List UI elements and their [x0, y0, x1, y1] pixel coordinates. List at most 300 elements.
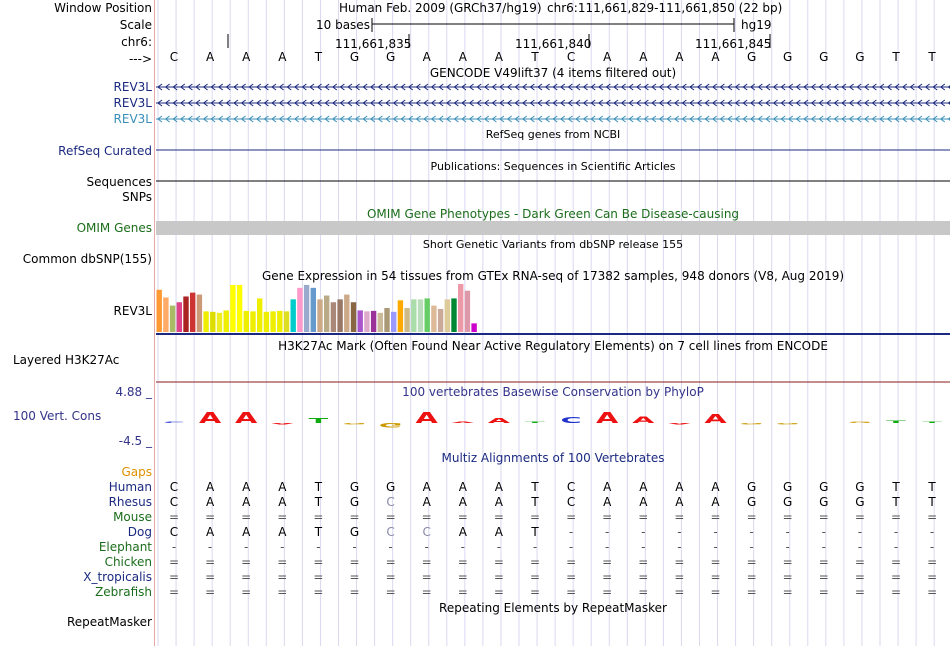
sequence-base: T	[531, 50, 539, 64]
alignment-base: G	[349, 480, 360, 494]
gtex-bar	[183, 296, 188, 332]
gtex-bar	[317, 299, 322, 332]
coord-label: 111,661,840	[515, 37, 592, 51]
alignment-base: -	[605, 525, 610, 539]
alignment-base: =	[602, 570, 613, 584]
alignment-base: G	[783, 480, 793, 494]
strand-arrow-label: --->	[128, 52, 152, 66]
phylop-letter: A	[596, 409, 619, 427]
species-label-human: Human	[108, 480, 152, 494]
alignment-base: -	[568, 540, 574, 554]
tracks-drawing	[156, 0, 950, 646]
gtex-bar	[351, 302, 356, 332]
gtex-bar	[418, 299, 423, 332]
alignment-base: =	[277, 555, 288, 569]
species-label-dog: Dog	[127, 525, 152, 539]
alignment-base: -	[785, 540, 790, 554]
species-label-rhesus: Rhesus	[108, 495, 152, 509]
alignment-base: -	[749, 540, 754, 554]
gtex-bar	[438, 309, 443, 332]
alignment-base: T	[928, 495, 936, 509]
gtex-bar	[163, 297, 168, 332]
gtex-bar	[177, 302, 182, 332]
alignment-base: =	[277, 585, 288, 599]
gtex-bar	[398, 300, 403, 332]
phylop-base	[452, 422, 475, 424]
alignment-base: =	[602, 510, 613, 524]
phylop-base	[776, 423, 800, 425]
gtex-bar	[203, 311, 208, 332]
alignment-base: =	[782, 585, 793, 599]
alignment-base: =	[205, 555, 216, 569]
alignment-base: =	[818, 510, 829, 524]
gtex-bar	[311, 288, 316, 332]
alignment-base: =	[385, 510, 396, 524]
alignment-base: A	[494, 525, 504, 539]
alignment-base: =	[927, 510, 938, 524]
alignment-base: A	[711, 480, 720, 494]
omim-track-title: OMIM Gene Phenotypes - Dark Green Can Be Disease-causing	[366, 207, 740, 221]
sequence-base: A	[639, 50, 648, 64]
alignment-base: =	[349, 510, 360, 524]
alignment-base: T	[314, 480, 323, 494]
alignment-base: =	[205, 585, 216, 599]
sequence-base: C	[566, 50, 576, 64]
gencode-rev3l-label-3[interactable]: REV3L	[113, 112, 152, 126]
alignment-base: -	[893, 540, 899, 554]
alignment-base: G	[349, 525, 360, 539]
sequence-base: A	[278, 50, 287, 64]
alignment-base: -	[893, 525, 899, 539]
alignment-base: -	[929, 540, 935, 554]
alignment-base: =	[205, 510, 216, 524]
phylop-base	[922, 422, 942, 424]
alignment-base: -	[460, 540, 465, 554]
alignment-base: =	[818, 585, 829, 599]
gtex-bar	[291, 299, 296, 332]
alignment-base: =	[385, 555, 396, 569]
sequence-base: T	[314, 50, 323, 64]
alignment-base: =	[782, 510, 793, 524]
sequence-base: A	[242, 50, 251, 64]
phylop-letter: C	[560, 415, 582, 425]
phylop-base	[379, 422, 403, 429]
alignment-base: -	[388, 540, 393, 554]
assembly-text: Human Feb. 2009 (GRCh37/hg19)	[339, 1, 542, 15]
alignment-base: -	[568, 525, 574, 539]
alignment-base: C	[169, 495, 179, 509]
gtex-bar	[250, 311, 255, 332]
alignment-base: =	[241, 585, 252, 599]
alignment-base: =	[168, 510, 180, 524]
scale-db-text: hg19	[741, 18, 772, 32]
alignment-base: -	[352, 540, 357, 554]
species-label-chicken: Chicken	[104, 555, 152, 569]
alignment-base: A	[675, 480, 684, 494]
phylop-base	[309, 417, 330, 425]
alignment-base: =	[277, 570, 288, 584]
alignment-base: A	[242, 480, 251, 494]
sequence-base: A	[711, 50, 720, 64]
phylop-base	[488, 417, 511, 425]
phylop-base	[163, 422, 184, 424]
alignment-base: G	[783, 495, 793, 509]
phylop-letter: A	[415, 409, 438, 427]
refseq-track-title: RefSeq genes from NCBI	[485, 128, 621, 141]
alignment-base: =	[746, 570, 757, 584]
alignment-base: =	[385, 585, 396, 599]
h3k27ac-track-title: H3K27Ac Mark (Often Found Near Active Regulatory Elements) on 7 cell lines from ENCODE	[278, 339, 828, 353]
alignment-base: -	[713, 540, 718, 554]
common-dbsnp-label[interactable]: Common dbSNP(155)	[22, 252, 152, 266]
gtex-bar	[331, 302, 336, 332]
alignment-base: T	[892, 480, 900, 494]
position-text: chr6:111,661,829-111,661,850 (22 bp)	[547, 1, 783, 15]
gtex-bar	[217, 313, 222, 332]
gtex-bar	[391, 312, 396, 332]
gtex-bar	[465, 291, 470, 332]
alignment-base: G	[819, 480, 829, 494]
alignment-base: C	[169, 525, 179, 539]
alignment-base: T	[531, 480, 539, 494]
alignment-base: G	[746, 495, 757, 509]
gtex-rev3l-label[interactable]: REV3L	[113, 304, 152, 318]
phylop-letter: A	[235, 409, 258, 427]
alignment-base: A	[639, 480, 648, 494]
gtex-bar	[337, 299, 342, 332]
alignment-base: -	[496, 540, 502, 554]
alignment-base: =	[277, 510, 288, 524]
gtex-bar	[458, 284, 463, 332]
alignment-base: =	[746, 585, 757, 599]
alignment-base: A	[242, 495, 251, 509]
alignment-base: -	[857, 525, 863, 539]
alignment-base: C	[566, 480, 576, 494]
gtex-bar	[371, 311, 376, 332]
alignment-base: A	[711, 495, 720, 509]
track-label-divider[interactable]	[154, 0, 155, 646]
alignment-base: =	[168, 555, 180, 569]
alignment-base: =	[927, 555, 938, 569]
phylop-base	[596, 410, 619, 427]
sequence-base: G	[819, 50, 829, 64]
gtex-bar	[404, 308, 409, 332]
gencode-track-title: GENCODE V49lift37 (4 items filtered out)	[429, 66, 677, 80]
sequence-base: T	[928, 50, 936, 64]
phylop-min-label: -4.5 _	[118, 434, 152, 448]
alignment-base: =	[566, 570, 577, 584]
track-data-area[interactable]	[156, 0, 950, 646]
alignment-base: =	[602, 555, 613, 569]
gtex-bar	[210, 312, 215, 332]
chrom-label: chr6:	[121, 35, 152, 49]
alignment-base: =	[421, 570, 432, 584]
gtex-bar	[344, 295, 349, 332]
alignment-base: T	[314, 495, 323, 509]
alignment-base: C	[386, 495, 395, 509]
alignment-base: =	[710, 570, 721, 584]
omim-genes-label[interactable]: OMIM Genes	[76, 221, 152, 235]
alignment-base: -	[641, 525, 646, 539]
alignment-base: =	[566, 585, 577, 599]
sequence-base: T	[892, 50, 900, 64]
repeatmasker-track-title: Repeating Elements by RepeatMasker	[439, 601, 667, 615]
gtex-bar	[378, 313, 383, 332]
phylop-letter: G	[848, 421, 872, 424]
alignment-base: A	[675, 495, 684, 509]
phylop-letter: A	[271, 422, 294, 425]
scale-label: Scale	[119, 18, 152, 32]
alignment-base: =	[746, 510, 757, 524]
track-labels	[0, 0, 154, 646]
alignment-base: G	[819, 495, 829, 509]
alignment-base: =	[168, 570, 180, 584]
alignment-base: =	[205, 570, 216, 584]
alignment-base: -	[713, 525, 718, 539]
alignment-base: =	[493, 555, 504, 569]
gtex-bar	[284, 311, 289, 332]
alignment-base: =	[529, 585, 541, 599]
phylop-letter: A	[668, 422, 691, 425]
gtex-bar	[237, 285, 242, 332]
alignment-base: =	[890, 555, 902, 569]
layered-h3k27ac-label[interactable]: Layered H3K27Ac	[13, 353, 120, 367]
gtex-bar	[230, 285, 235, 332]
phylop-base	[525, 422, 545, 424]
phylop-letter: T	[922, 421, 942, 424]
alignment-base: =	[421, 510, 432, 524]
alignment-base: =	[313, 555, 324, 569]
refseq-curated-label[interactable]: RefSeq Curated	[58, 144, 152, 158]
gtex-track-title: Gene Expression in 54 tissues from GTEx RNA-seq of 17382 samples, 948 donors (V8, Aug 2019)	[261, 269, 845, 283]
alignment-base: G	[855, 495, 865, 509]
alignment-base: -	[749, 525, 754, 539]
alignment-base: G	[855, 480, 865, 494]
gencode-rev3l-label-1[interactable]: REV3L	[113, 80, 152, 94]
alignment-base: =	[638, 570, 649, 584]
alignment-base: -	[207, 540, 213, 554]
window-position-label: Window Position	[54, 1, 152, 15]
phylop-letter: A	[487, 417, 511, 425]
alignment-base: A	[205, 525, 215, 539]
gaps-label: Gaps	[121, 465, 152, 479]
phylop-base	[343, 423, 367, 425]
gtex-bar	[297, 288, 302, 332]
alignment-base: =	[529, 555, 541, 569]
alignment-base: =	[854, 570, 865, 584]
alignment-base: =	[890, 570, 902, 584]
sequence-base: G	[855, 50, 865, 64]
sequence-base: G	[783, 50, 793, 64]
alignment-base: =	[457, 555, 468, 569]
sequence-base: A	[675, 50, 684, 64]
alignment-base: A	[422, 495, 431, 509]
phylop-base	[668, 423, 691, 425]
alignment-base: C	[566, 495, 576, 509]
alignment-base: =	[457, 585, 468, 599]
alignment-base: A	[494, 495, 504, 509]
phylop-letter: A	[451, 421, 474, 424]
sequence-base: G	[349, 50, 360, 64]
alignment-base: -	[532, 540, 538, 554]
alignment-base: =	[313, 570, 324, 584]
alignment-base: =	[493, 510, 504, 524]
alignment-base: =	[818, 570, 829, 584]
phylop-base	[632, 415, 655, 426]
alignment-base: =	[927, 585, 938, 599]
phylop-letter: G	[378, 421, 403, 429]
alignment-base: -	[641, 540, 646, 554]
alignment-base: -	[677, 540, 682, 554]
alignment-base: A	[603, 495, 612, 509]
snps-label[interactable]: SNPs	[122, 190, 152, 204]
alignment-base: T	[531, 525, 539, 539]
alignment-base: -	[605, 540, 610, 554]
alignment-base: =	[313, 510, 324, 524]
species-label-zebrafish: Zebrafish	[95, 585, 152, 599]
alignment-base: -	[316, 540, 321, 554]
gtex-bar	[244, 311, 249, 332]
alignment-base: =	[529, 510, 541, 524]
alignment-base: =	[602, 585, 613, 599]
gtex-bar	[277, 311, 282, 332]
phylop-base	[416, 410, 439, 427]
alignment-base: =	[241, 555, 252, 569]
alignment-base: -	[929, 525, 935, 539]
alignment-base: -	[821, 525, 826, 539]
alignment-base: =	[349, 555, 360, 569]
phylop-letter: T	[525, 421, 545, 424]
alignment-base: -	[785, 525, 790, 539]
phylop-base	[561, 416, 582, 425]
alignment-base: =	[890, 585, 902, 599]
phylop-base	[235, 410, 258, 427]
alignment-base: A	[458, 525, 467, 539]
phylop-base	[271, 423, 294, 425]
gtex-bar	[411, 299, 416, 332]
vert-cons-label[interactable]: 100 Vert. Cons	[13, 409, 102, 423]
alignment-base: =	[854, 585, 865, 599]
gtex-bar	[471, 323, 476, 332]
alignment-base: T	[892, 495, 900, 509]
alignment-base: =	[638, 555, 649, 569]
gtex-bar	[170, 306, 175, 332]
alignment-base: A	[458, 480, 467, 494]
alignment-base: =	[457, 570, 468, 584]
alignment-base: =	[421, 555, 432, 569]
alignment-base: =	[241, 510, 252, 524]
species-label-x-tropicalis: X_tropicalis	[83, 570, 152, 584]
alignment-base: =	[818, 555, 829, 569]
repeatmasker-label[interactable]: RepeatMasker	[66, 615, 152, 629]
alignment-base: G	[349, 495, 360, 509]
multiz-track-title: Multiz Alignments of 100 Vertebrates	[441, 451, 665, 465]
gencode-rev3l-label-2[interactable]: REV3L	[113, 96, 152, 110]
alignment-base: =	[674, 555, 685, 569]
alignment-base: =	[493, 570, 504, 584]
sequence-base: A	[205, 50, 215, 64]
alignment-base: =	[457, 510, 468, 524]
alignment-base: A	[242, 525, 251, 539]
phylop-letter: G	[775, 422, 800, 425]
alignment-base: -	[821, 540, 826, 554]
alignment-base: -	[171, 540, 177, 554]
alignment-base: A	[205, 495, 215, 509]
alignment-base: =	[421, 585, 432, 599]
sequences-label[interactable]: Sequences	[86, 175, 152, 189]
omim-bar	[156, 221, 950, 235]
alignment-base: =	[349, 585, 360, 599]
alignment-base: =	[638, 585, 649, 599]
alignment-base: =	[710, 555, 721, 569]
alignment-base: A	[422, 480, 431, 494]
alignment-base: -	[244, 540, 249, 554]
coord-label: 111,661,845	[695, 37, 772, 51]
alignment-base: A	[494, 480, 504, 494]
alignment-base: =	[313, 585, 324, 599]
alignment-base: =	[854, 555, 865, 569]
alignment-base: =	[890, 510, 902, 524]
alignment-base: G	[385, 480, 396, 494]
phylop-letter: G	[342, 422, 367, 425]
gtex-bar	[304, 285, 309, 332]
alignment-base: A	[278, 480, 287, 494]
species-label-mouse: Mouse	[113, 510, 152, 524]
phylop-base	[886, 420, 906, 424]
alignment-base: =	[638, 510, 649, 524]
phylop-track-title: 100 vertebrates Basewise Conservation by PhyloP	[402, 385, 704, 399]
alignment-base: =	[782, 555, 793, 569]
gtex-bar	[364, 311, 369, 332]
alignment-base: A	[205, 480, 215, 494]
sequence-base: A	[494, 50, 504, 64]
gtex-bar	[358, 310, 363, 332]
alignment-base: =	[385, 570, 396, 584]
alignment-base: =	[927, 570, 938, 584]
alignment-base: A	[603, 480, 612, 494]
alignment-base: =	[854, 510, 865, 524]
alignment-base: =	[710, 510, 721, 524]
alignment-base: A	[278, 525, 287, 539]
gtex-bar	[224, 310, 229, 332]
phylop-letter: A	[632, 414, 655, 426]
gtex-bar	[270, 311, 275, 332]
sequence-base: C	[169, 50, 179, 64]
phylop-base	[740, 423, 764, 425]
sequence-base: A	[603, 50, 612, 64]
alignment-base: =	[493, 585, 504, 599]
alignment-base: =	[566, 555, 577, 569]
alignment-base: T	[531, 495, 539, 509]
sequence-base: G	[385, 50, 396, 64]
alignment-base: G	[746, 480, 757, 494]
phylop-letter: A	[704, 411, 727, 427]
gtex-bar	[190, 293, 195, 332]
alignment-base: =	[674, 585, 685, 599]
gtex-bar	[445, 299, 450, 332]
alignment-base: A	[458, 495, 467, 509]
alignment-base: =	[746, 555, 757, 569]
gtex-bar	[425, 298, 430, 332]
phylop-base	[704, 412, 727, 427]
gtex-bar	[324, 296, 329, 332]
phylop-base	[199, 410, 222, 427]
phylop-letter: A	[198, 409, 222, 427]
coord-label: 111,661,835	[335, 37, 412, 51]
alignment-base: =	[566, 510, 577, 524]
alignment-base: =	[674, 510, 685, 524]
gtex-bar	[264, 312, 269, 332]
